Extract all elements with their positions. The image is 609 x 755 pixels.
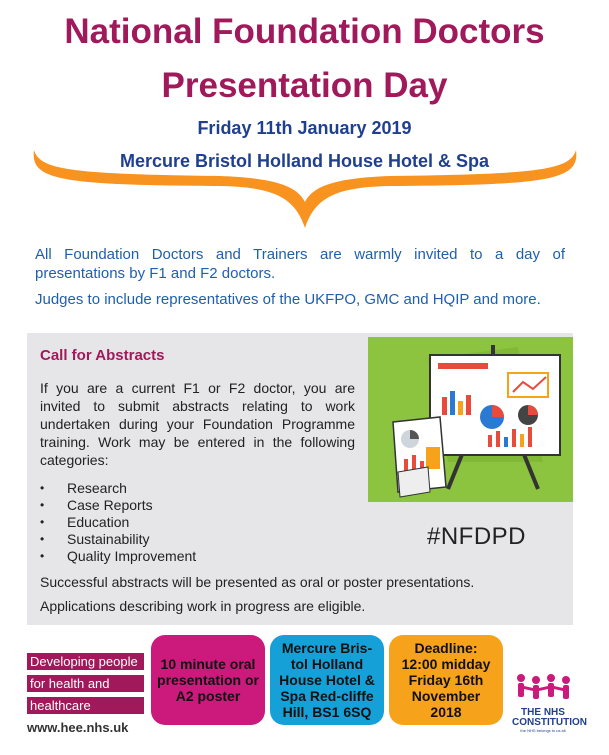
event-hashtag: #NFDPD — [427, 523, 527, 550]
hee-tagline-line2: for health and — [27, 675, 144, 692]
page-title-line2: Presentation Day — [161, 66, 448, 105]
call-for-abstracts-heading: Call for Abstracts — [40, 347, 165, 364]
event-date: Friday 11th January 2019 — [197, 118, 412, 138]
nhs-constitution-subtitle: the NHS belongs to us all — [520, 728, 566, 733]
call-for-abstracts-panel — [27, 333, 573, 625]
deadline-info-text: Deadline: 12:00 midday Friday 16th November 2018 — [401, 640, 491, 720]
hee-tagline-line1: Developing people — [27, 653, 144, 670]
presentation-format-note: Successful abstracts will be presented as oral or poster presentations. — [40, 574, 475, 590]
work-in-progress-note: Applications describing work in progress are eligible. — [40, 598, 366, 614]
hee-website-link[interactable]: www.hee.nhs.uk — [27, 720, 129, 735]
nhs-constitution-title: THE NHS CONSTITUTION — [512, 707, 587, 728]
presentation-board-illustration — [368, 337, 573, 502]
format-info-box — [151, 635, 265, 725]
category-list — [40, 480, 196, 565]
event-venue: Mercure Bristol Holland House Hotel & Spa — [119, 151, 490, 171]
category-item: • Case Reports — [40, 497, 196, 514]
intro-judges: Judges to include representatives of the UKFPO, GMC and HQIP and more. — [35, 291, 541, 308]
hee-tagline-line3: healthcare — [27, 697, 144, 714]
category-item: • Sustainability — [40, 531, 196, 548]
nhs-people-icon — [512, 672, 574, 708]
category-item: • Education — [40, 514, 196, 531]
format-info-text: 10 minute oral presentation or A2 poster — [157, 656, 259, 704]
intro-invitation: All Foundation Doctors and Trainers are warmly invited to a day of presentations by F1 and F2 doctors. — [35, 246, 565, 282]
category-item: • Quality Improvement — [40, 548, 196, 565]
category-item: • Research — [40, 480, 196, 497]
call-for-abstracts-body: If you are a current F1 or F2 doctor, you are invited to submit abstracts relating to work undertaken during your Foundation Programme training. Work may be entered in the following categories: — [40, 380, 355, 468]
venue-info-text: Mercure Bris-tol Holland House Hotel & Spa Red-cliffe Hill, BS1 6SQ — [279, 640, 375, 720]
deadline-info-box — [389, 635, 503, 725]
venue-info-box — [270, 635, 384, 725]
page-title-line1: National Foundation Doctors — [64, 12, 545, 51]
